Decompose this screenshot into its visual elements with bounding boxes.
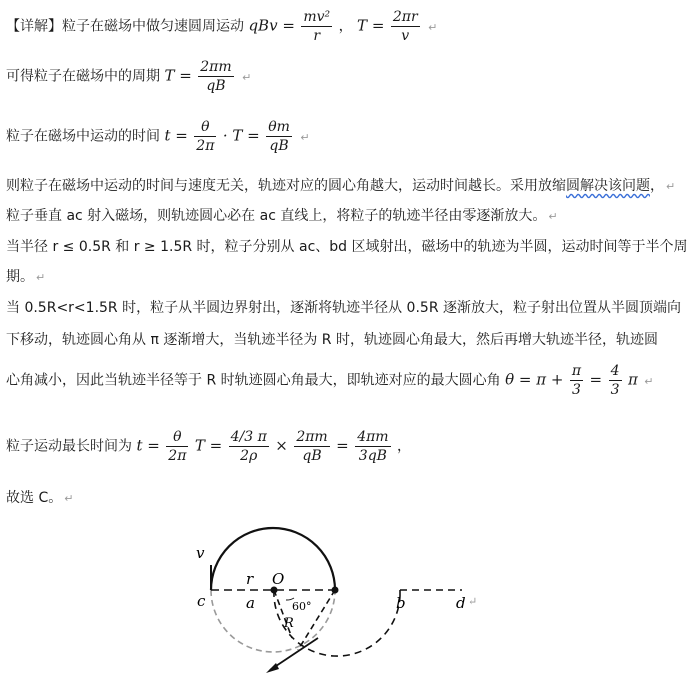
angle-denominator-2: 3 <box>610 382 620 398</box>
angle-numerator-1: π <box>571 363 582 379</box>
label-angle: 60° <box>292 600 312 613</box>
label-b: b <box>396 594 406 612</box>
return-mark-icon: ↵ <box>468 595 478 608</box>
para6-line1-text: 当 0.5R<r<1.5R 时，粒子从半圆边界射出，逐渐将轨迹半径从 0.5R 逐渐放大，粒子射出位置从半圆顶端向 <box>6 300 681 316</box>
eq1-lhs: qBv = <box>248 16 295 35</box>
field-boundary-lower-arc <box>211 590 335 652</box>
time-fraction-2 <box>266 118 292 155</box>
angle-eq-mid: = <box>589 370 603 389</box>
para6-line2-text: 下移动，轨迹圆心角从 π 逐渐增大，当轨迹半径为 R 时，轨迹圆心角最大，然后再增大轨迹半径，轨迹圆 <box>6 332 658 348</box>
max-time-mid-1: T = <box>194 436 223 455</box>
angle-eq-tail: π <box>627 370 638 389</box>
spellcheck-underlined-text: 圆解决该问题 <box>566 178 650 194</box>
eq2-lhs: T = <box>357 16 385 35</box>
angle-fraction-1 <box>570 362 583 399</box>
eq1-fraction <box>301 8 332 45</box>
label-c: c <box>197 592 206 610</box>
max-time-denominator-4: 3qB <box>358 448 387 464</box>
para5-line2-text: 期。 <box>6 269 34 285</box>
para7-text: 粒子运动最长时间为 <box>6 438 132 455</box>
max-time-denominator-3: qB <box>302 448 322 464</box>
angle-fraction-2 <box>609 362 622 399</box>
paragraph-4-line-1 <box>6 176 675 197</box>
period-fraction <box>198 58 233 95</box>
paragraph-3 <box>6 118 310 155</box>
angle-denominator-1: 3 <box>572 382 581 398</box>
label-O: O <box>272 570 285 588</box>
max-time-fraction-4 <box>355 428 390 465</box>
paragraph-7 <box>6 428 411 465</box>
para4-line1-text: 则粒子在磁场中运动的时间与速度无关，轨迹对应的圆心角越大，运动时间越长。采用放缩 <box>6 178 566 194</box>
exit-velocity-vector <box>270 638 318 670</box>
para4-line2-text: 粒子垂直 ac 射入磁场，则轨迹圆心必在 ac 直线上，将粒子的轨迹半径由零逐渐放大。 <box>6 208 547 224</box>
answer-text: 故选 C。 <box>6 490 63 506</box>
paragraph-4-line-2 <box>6 206 558 227</box>
max-time-mid-2: = <box>336 436 349 455</box>
max-time-lhs: t = <box>136 436 160 455</box>
max-time-numerator-4: 4πm <box>357 429 389 445</box>
paragraph-6-line-3 <box>6 362 653 399</box>
para5-line1-text: 当半径 r ≤ 0.5R 和 r ≥ 1.5R 时，粒子分别从 ac、bd 区域射出，磁场中的轨迹为半圆，运动时间等于半个周 <box>6 239 688 255</box>
return-mark-icon: ↵ <box>548 210 558 223</box>
magnetic-field-figure <box>0 520 674 680</box>
eq2-numerator: 2πr <box>392 9 418 25</box>
eq1-denominator: r <box>313 28 321 44</box>
period-numerator: 2πm <box>200 59 232 75</box>
max-time-fraction-1 <box>166 428 188 465</box>
time-denominator-2: qB <box>269 138 289 154</box>
label-a: a <box>246 594 255 612</box>
time-lhs: t = <box>164 126 188 145</box>
time-fraction-1 <box>194 118 216 155</box>
period-denominator: qB <box>206 78 226 94</box>
label-r: r <box>246 570 254 588</box>
para2-text: 可得粒子在磁场中的周期 <box>6 68 160 85</box>
eq2-fraction <box>391 8 420 45</box>
paragraph-1 <box>6 8 437 45</box>
time-mid: · T = <box>222 126 260 145</box>
paragraph-6-line-1 <box>6 298 681 318</box>
paragraph-5-line-2 <box>6 267 45 288</box>
max-time-denominator-1: 2π <box>168 448 187 464</box>
para1-separator: ， <box>338 18 353 35</box>
eq1-numerator: mv² <box>303 9 331 25</box>
paragraph-5-line-1 <box>6 237 688 257</box>
para6-line3-text: 心角减小，因此当轨迹半径等于 R 时轨迹圆心角最大，即轨迹对应的最大圆心角 <box>6 372 501 389</box>
paragraph-8 <box>6 488 73 509</box>
angle-numerator-2: 4 <box>610 363 620 379</box>
max-time-denominator-2: 2ρ <box>240 448 258 464</box>
para4-line1-end: ， <box>650 178 664 194</box>
label-d: d <box>456 594 466 612</box>
max-time-times: × <box>275 436 288 455</box>
para3-text: 粒子在磁场中运动的时间 <box>6 128 160 145</box>
max-time-numerator-2: 4/3 π <box>230 429 267 445</box>
return-mark-icon: ↵ <box>242 70 252 84</box>
return-mark-icon: ↵ <box>666 180 676 193</box>
return-mark-icon: ↵ <box>36 271 46 284</box>
time-numerator-2: θm <box>268 119 290 135</box>
return-mark-icon: ↵ <box>300 130 310 144</box>
eq2-denominator: v <box>401 28 410 44</box>
radius-line-2 <box>298 590 335 650</box>
paragraph-2 <box>6 58 251 95</box>
time-numerator-1: θ <box>194 118 216 137</box>
return-mark-icon: ↵ <box>64 492 74 505</box>
paragraph-6-line-2 <box>6 330 658 350</box>
angle-eq-lhs: θ = π + <box>505 370 564 389</box>
time-denominator-1: 2π <box>196 138 215 154</box>
max-time-numerator-3: 2πm <box>296 429 328 445</box>
max-time-fraction-3 <box>294 428 329 465</box>
exit-point <box>332 587 339 594</box>
return-mark-icon: ↵ <box>644 374 654 388</box>
max-time-numerator-1: θ <box>166 428 188 447</box>
label-v: v <box>196 544 205 562</box>
para1-prefix: 【详解】粒子在磁场中做匀速圆周运动 <box>6 18 244 35</box>
return-mark-icon: ↵ <box>428 20 438 34</box>
period-lhs: T = <box>164 66 192 85</box>
label-R: R <box>284 616 294 631</box>
max-time-fraction-2 <box>229 428 269 465</box>
max-time-end: ， <box>397 438 412 455</box>
